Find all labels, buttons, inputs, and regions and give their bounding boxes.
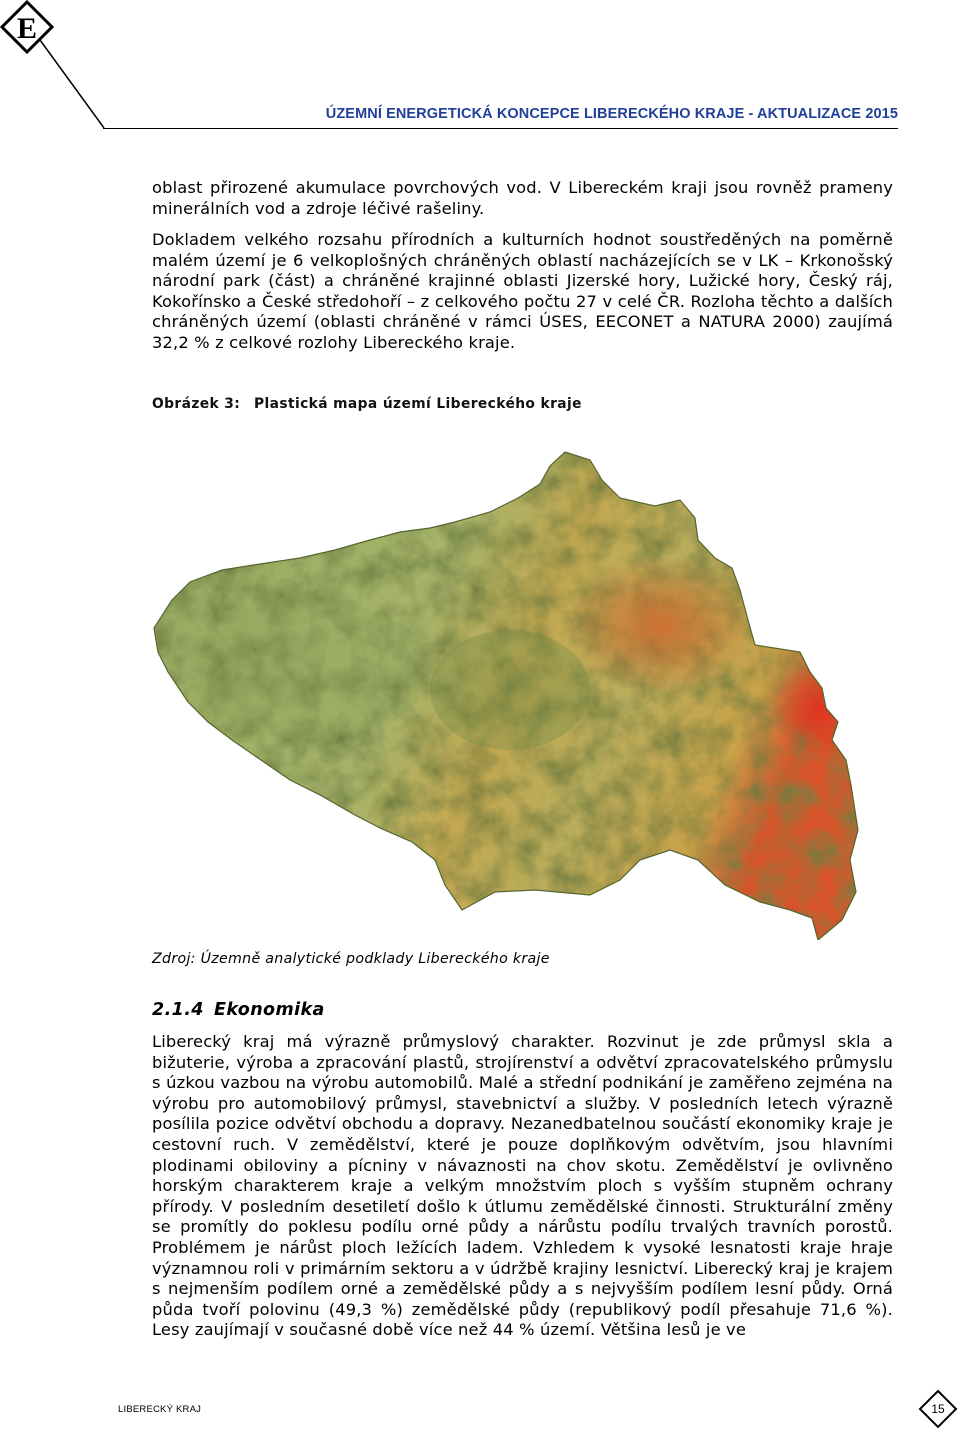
- logo-letter: E: [16, 12, 38, 45]
- figure-caption: [152, 396, 582, 412]
- section-number: 2.1.4: [152, 1000, 204, 1020]
- document-logo-icon: [0, 0, 110, 135]
- paragraph-2: Dokladem velkého rozsahu přírodních a kulturních hodnot soustředěných na poměrně malém území je 6 velkoplošných chráněných oblastí nacházejících se v LK – Krkonošský národní park (část) a chráněné krajinné oblasti Jizerské hory, Lužické hory, Český ráj, Kokořínsko a České středohoří – z celkového počtu 27 v celé ČR. Rozloha těchto a dalších chráněných území (oblasti chráněné v rámci ÚSES, EECONET a NATURA 2000) zaujímá 32,2 % z celkové rozlohy Libereckého kraje.: [152, 230, 893, 352]
- footer-region: LIBERECKÝ KRAJ: [118, 1404, 202, 1415]
- section-title: Ekonomika: [214, 1000, 325, 1020]
- section-heading: [152, 1000, 325, 1020]
- section-paragraph: Liberecký kraj má výrazně průmyslový charakter. Rozvinut je zde průmysl skla a bižuterie, výroba a zpracování plastů, strojírenství a odvětví zpracovatelského průmyslu s úzkou vazbou na výrobu automobilů. Malé a střední podnikání je zaměřeno zejména na výrobu pro automobilový průmysl, stavebnictví a služby. V posledních letech výrazně posílila pozice odvětví obchodu a dopravy. Nezanedbatelnou součástí ekonomiky kraje je cestovní ruch. V zemědělství, které je pouze doplňkovým odvětvím, jsou hlavními plodinami obiloviny a pícniny v návaznosti na chov skotu. Zemědělství je ovlivněno horským charakterem kraje a velkým množstvím ploch s vyšším stupněm ochrany přírody. V posledním desetiletí došlo k útlumu zemědělské činnosti. Strukturální změny se promítly do poklesu podílu orné půdy a nárůstu podílu trvalých travních porostů. Problémem je nárůst ploch ležících ladem. Vzhledem k vysoké lesnatosti kraje hraje významnou roli v primárním sektoru a v údržbě krajiny lesnictví. Liberecký kraj je krajem s nejmenším podílem orné a zemědělské půdy a s nejvyšším podílem lesní půdy. Orná půda tvoří polovinu (49,3 %) zemědělské půdy (republikový podíl přesahuje 71,6 %). Lesy zaujímají v současné době více než 44 % území. Většina lesů je ve: [152, 1032, 893, 1340]
- relief-map: [150, 440, 865, 940]
- relief-map-image: [150, 440, 865, 940]
- header-divider: [103, 128, 898, 129]
- figure-label: Obrázek 3:: [152, 396, 241, 412]
- figure-source: Zdroj: Územně analytické podklady Libereckého kraje: [152, 951, 550, 967]
- page-number: 15: [931, 1402, 945, 1416]
- paragraph-1: oblast přirozené akumulace povrchových vod. V Libereckém kraji jsou rovněž prameny minerálních vod a zdroje léčivé rašeliny.: [152, 178, 893, 218]
- header-title: ÚZEMNÍ ENERGETICKÁ KONCEPCE LIBERECKÉHO KRAJE - AKTUALIZACE 2015: [325, 106, 898, 122]
- figure-title: Plastická mapa území Libereckého kraje: [254, 396, 582, 412]
